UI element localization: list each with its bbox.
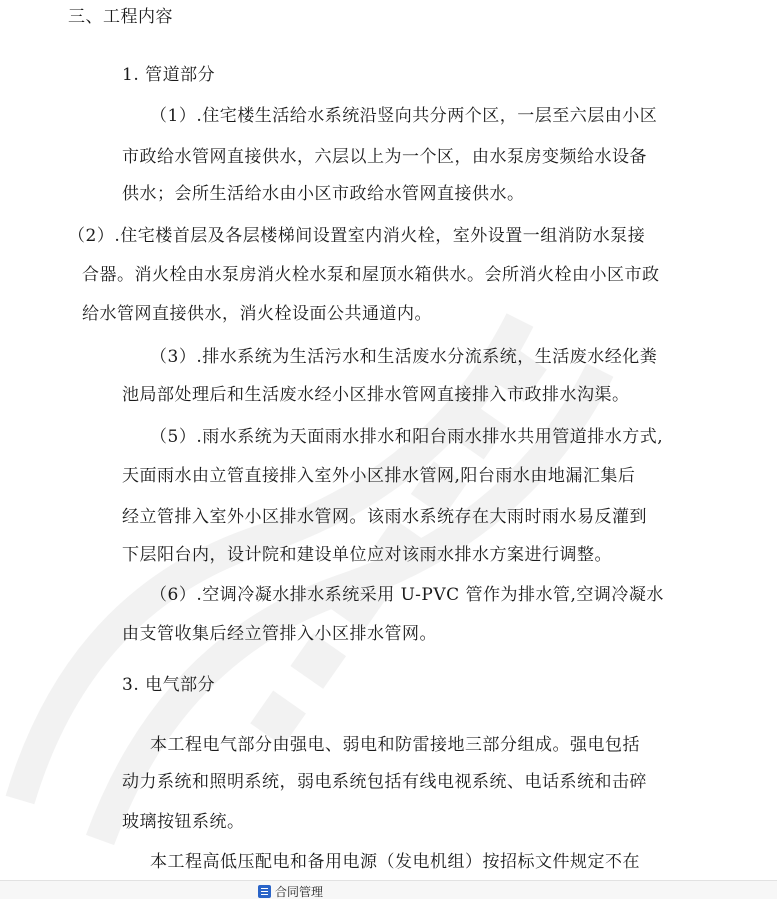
paragraph-line: 市政给水管网直接供水，六层以上为一个区，由水泵房变频给水设备: [122, 147, 647, 167]
paragraph-line: 动力系统和照明系统，弱电系统包括有线电视系统、电话系统和击碎: [122, 772, 647, 792]
bottom-toolbar: [0, 880, 777, 899]
paragraph-line: 给水管网直接供水，消火栓设面公共通道内。: [82, 304, 432, 324]
paragraph-line: 天面雨水由立管直接排入室外小区排水管网,阳台雨水由地漏汇集后: [122, 466, 636, 486]
subsection-heading-pipes: 1. 管道部分: [122, 65, 216, 85]
paragraph-line: （1）.住宅楼生活给水系统沿竖向共分两个区，一层至六层由小区: [150, 106, 658, 126]
paragraph-line: （2）.住宅楼首层及各层楼梯间设置室内消火栓，室外设置一组消防水泵接: [68, 226, 646, 246]
paragraph-line: 合器。消火栓由水泵房消火栓水泵和屋顶水箱供水。会所消火栓由小区市政: [82, 265, 660, 285]
contract-management-button[interactable]: [258, 883, 323, 899]
subsection-heading-electrical: 3. 电气部分: [122, 675, 216, 695]
paragraph-line: 下层阳台内，设计院和建设单位应对该雨水排水方案进行调整。: [122, 545, 612, 565]
document-list-icon: [258, 885, 271, 898]
paragraph-line: 玻璃按钮系统。: [122, 812, 245, 832]
paragraph-line: 经立管排入室外小区排水管网。该雨水系统存在大雨时雨水易反灌到: [122, 507, 647, 527]
paragraph-line: 由支管收集后经立管排入小区排水管网。: [122, 624, 437, 644]
paragraph-line: 供水；会所生活给水由小区市政给水管网直接供水。: [122, 184, 525, 204]
paragraph-line: （6）.空调冷凝水排水系统采用 U-PVC 管作为排水管,空调冷凝水: [150, 585, 664, 605]
paragraph-line: 本工程电气部分由强电、弱电和防雷接地三部分组成。强电包括: [150, 735, 640, 755]
paragraph-line: （5）.雨水系统为天面雨水排水和阳台雨水排水共用管道排水方式,: [150, 427, 664, 447]
paragraph-line: （3）.排水系统为生活污水和生活废水分流系统，生活废水经化粪: [150, 347, 658, 367]
section-heading: 三、工程内容: [68, 7, 173, 27]
paragraph-line: 池局部处理后和生活废水经小区排水管网直接排入市政排水沟渠。: [122, 385, 630, 405]
contract-management-label: 合同管理: [275, 884, 324, 899]
paragraph-line: 本工程高低压配电和备用电源（发电机组）按招标文件规定不在: [150, 852, 640, 872]
